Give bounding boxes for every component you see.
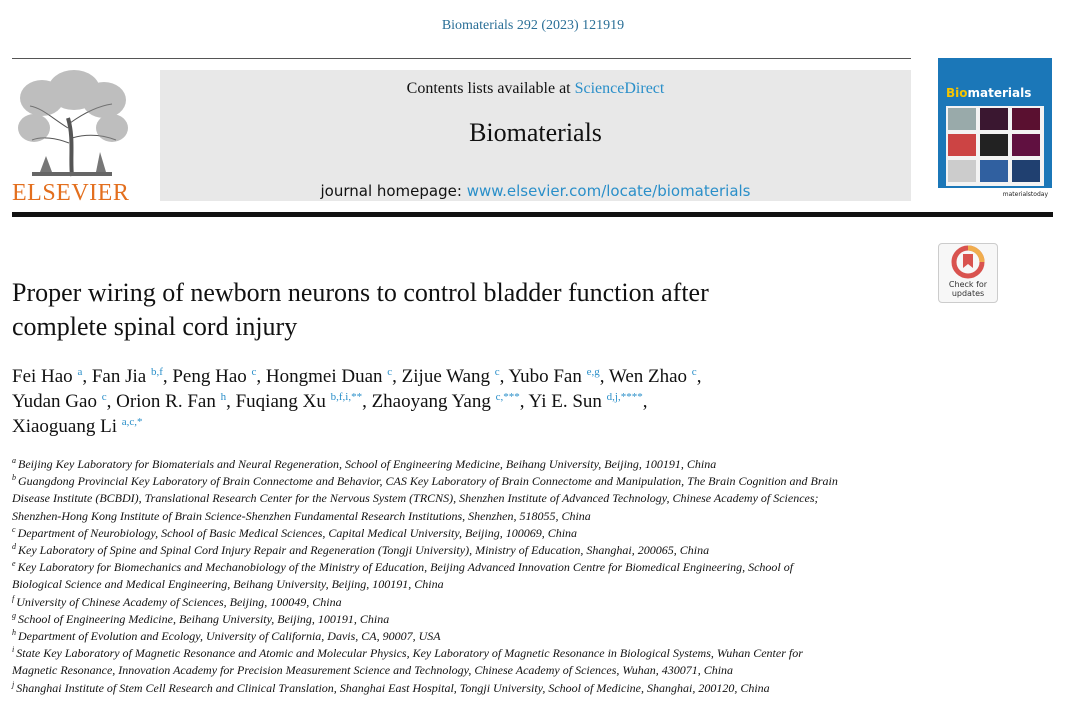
affiliation-key: i (12, 645, 15, 655)
author[interactable] (236, 391, 362, 412)
affiliation-text: Shanghai Institute of Stem Cell Research and Clinical Translation, Shanghai East Hospital, Tongji University, School of Medicine, Shanghai, 200120, China (16, 680, 770, 695)
author-name[interactable]: Xiaoguang Li (12, 416, 118, 437)
author-name[interactable]: Zijue Wang (401, 366, 491, 387)
affiliation-line (12, 576, 912, 593)
author-name[interactable]: Peng Hao (172, 366, 247, 387)
affiliation-text: Beijing Key Laboratory for Biomaterials and Neural Regeneration, School of Engineering Medicine, Beihang University, Beijing, 100191, China (18, 457, 717, 471)
affiliation-line (12, 456, 912, 473)
author[interactable] (92, 366, 163, 387)
author[interactable] (609, 366, 697, 387)
contents-line (160, 80, 911, 98)
author[interactable] (266, 366, 392, 387)
affiliation-line (12, 628, 912, 645)
author-name[interactable]: Zhaoyang Yang (371, 391, 491, 412)
affiliation-text: Key Laboratory for Biomechanics and Mechanobiology of the Ministry of Education, Beijing Advanced Innovation Centre for Biomedical Engineering, School of (17, 560, 794, 575)
header-top-rule (12, 58, 911, 59)
header-bottom-rule (12, 212, 1053, 217)
journal-citation[interactable]: Biomaterials 292 (2023) 121919 (441, 18, 625, 33)
cover-top-band (938, 58, 1052, 84)
author-affiliation-marker[interactable]: b,f (150, 366, 163, 378)
contents-text: Contents lists available at (406, 80, 571, 97)
author[interactable] (529, 391, 643, 412)
author-list: Fei Hao $^a$, Fan Jia $^{b,f}$, Peng Hao $^c$, Hongmei Duan $^c$, Zijue Wang $^c$, Yubo Fan $^{e,g}$, Wen Zhao $^c$, Yudan Gao $^c$, Orion R. Fan $^h$, Fuqiang Xu $^{b,f,i,**}$, Zhaoyang Yang $^{c,***}$, Yi E. Sun $^{d,j,****}$, Xiaoguang Li $^{a,c,*}$ (12, 366, 702, 437)
journal-header (160, 70, 911, 201)
author-affiliation-marker[interactable]: a (77, 366, 83, 378)
author-affiliation-marker[interactable]: a,c,* (121, 416, 143, 428)
author-affiliation-marker[interactable]: b,f,i,** (330, 391, 363, 403)
homepage-line (160, 182, 911, 200)
author-affiliation-marker[interactable]: c (387, 366, 393, 378)
author-affiliation-marker[interactable]: c (691, 366, 697, 378)
affiliation-key: d (12, 542, 16, 552)
affiliation-text: Guangdong Provincial Key Laboratory of Brain Connectome and Behavior, CAS Key Laboratory of Brain Connectome and Manipulation, The Brain Cognition and Brain (18, 474, 838, 489)
sciencedirect-link[interactable]: ScienceDirect (574, 80, 665, 97)
elsevier-wordmark: ELSEVIER (12, 180, 130, 206)
author-affiliation-marker[interactable]: h (220, 391, 227, 403)
author[interactable] (508, 366, 599, 387)
author-affiliation-marker[interactable]: c (494, 366, 500, 378)
affiliation-text: School of Engineering Medicine, Beihang University, Beijing, 100191, China (18, 611, 390, 626)
affiliation-key: f (12, 593, 15, 603)
author[interactable] (116, 391, 226, 412)
check-updates-line2: updates (951, 289, 985, 298)
article-title-line2: complete spinal cord injury (12, 312, 298, 341)
check-updates-icon (939, 244, 997, 280)
author-name[interactable]: Hongmei Duan (265, 366, 383, 387)
affiliation-text: Department of Evolution and Ecology, University of California, Davis, CA, 90007, USA (18, 629, 441, 644)
author-name[interactable]: Fuqiang Xu (235, 391, 326, 412)
affiliation-text: Shenzhen-Hong Kong Institute of Brain Science-Shenzhen Fundamental Research Institutions, Shenzhen, 518055, China (12, 508, 591, 523)
author[interactable] (172, 366, 256, 387)
affiliation-line (12, 645, 912, 662)
author-affiliation-marker[interactable]: d,j,**** (606, 391, 643, 403)
affiliation-text: Disease Institute (BCBDI), Translational Research Center for the Nervous System (TRCNS), Shenzhen Institute of Advanced Technology, Chinese Academy of Sciences; (12, 491, 819, 506)
cover-artwork (946, 106, 1044, 186)
author-name[interactable]: Fei Hao (12, 366, 73, 387)
cover-title (946, 86, 1031, 100)
author-name[interactable]: Yudan Gao (12, 391, 97, 412)
author[interactable] (12, 416, 143, 437)
author[interactable] (402, 366, 500, 387)
affiliation-key: j (12, 679, 15, 689)
affiliation-line (12, 490, 912, 507)
journal-cover[interactable] (938, 58, 1052, 201)
author-name[interactable]: Yi E. Sun (528, 391, 602, 412)
check-updates-line1: Check for (948, 280, 988, 289)
author-affiliation-marker[interactable]: e,g (586, 366, 600, 378)
affiliation-key: b (12, 473, 16, 483)
author[interactable] (12, 391, 107, 412)
author-name[interactable]: Yubo Fan (508, 366, 582, 387)
author[interactable] (372, 391, 520, 412)
author-name[interactable]: Orion R. Fan (116, 391, 216, 412)
affiliation-line (12, 473, 912, 490)
affiliation-text: Magnetic Resonance, Innovation Academy for Precision Measurement Science and Technology, Chinese Academy of Sciences, Wuhan, 430071, China (12, 663, 734, 678)
cover-footer: materialstoday (938, 188, 1052, 201)
author-affiliation-marker[interactable]: c (251, 366, 257, 378)
affiliation-list (12, 456, 912, 697)
affiliation-key: a (12, 456, 16, 465)
author-affiliation-marker[interactable]: c,*** (495, 391, 520, 403)
affiliation-text: Key Laboratory of Spine and Spinal Cord Injury Repair and Regeneration (Tongji University), Ministry of Education, Shanghai, 200065, China (18, 543, 710, 558)
affiliation-line (12, 662, 912, 679)
affiliation-line (12, 542, 912, 559)
article-title-line1: Proper wiring of newborn neurons to control bladder function after (12, 278, 709, 307)
author-affiliation-marker[interactable]: c (101, 391, 107, 403)
affiliation-line (12, 508, 912, 525)
affiliation-text: State Key Laboratory of Magnetic Resonance and Atomic and Molecular Physics, Key Laboratory of Magnetic Resonance in Biological Systems, Wuhan Center for (16, 646, 803, 661)
affiliation-key: g (12, 610, 16, 620)
check-updates-label (939, 280, 997, 298)
affiliation-text: Department of Neurobiology, School of Basic Medical Sciences, Capital Medical University, Beijing, 100069, China (17, 525, 578, 540)
affiliation-key: h (12, 628, 16, 638)
author-name[interactable]: Wen Zhao (608, 366, 688, 387)
affiliation-key: c (12, 524, 16, 534)
article-title (12, 276, 912, 344)
affiliation-line (12, 680, 912, 697)
author[interactable] (12, 366, 82, 387)
affiliation-line (12, 611, 912, 628)
homepage-label: journal homepage: (320, 182, 462, 200)
affiliation-line (12, 559, 912, 576)
cover-title-rest: materials (967, 86, 1032, 100)
check-for-updates-badge[interactable] (938, 243, 998, 303)
affiliation-text: University of Chinese Academy of Sciences, Beijing, 100049, China (16, 594, 342, 609)
journal-name: Biomaterials (469, 118, 602, 147)
affiliation-text: Biological Science and Medical Engineering, Beihang University, Beijing, 100191, China (12, 577, 444, 592)
homepage-link[interactable]: www.elsevier.com/locate/biomaterials (466, 182, 751, 200)
cover-title-bio: Bio (946, 86, 968, 100)
author-name[interactable]: Fan Jia (91, 366, 147, 387)
affiliation-key: e (12, 559, 16, 569)
affiliation-line (12, 594, 912, 611)
affiliation-line (12, 525, 912, 542)
